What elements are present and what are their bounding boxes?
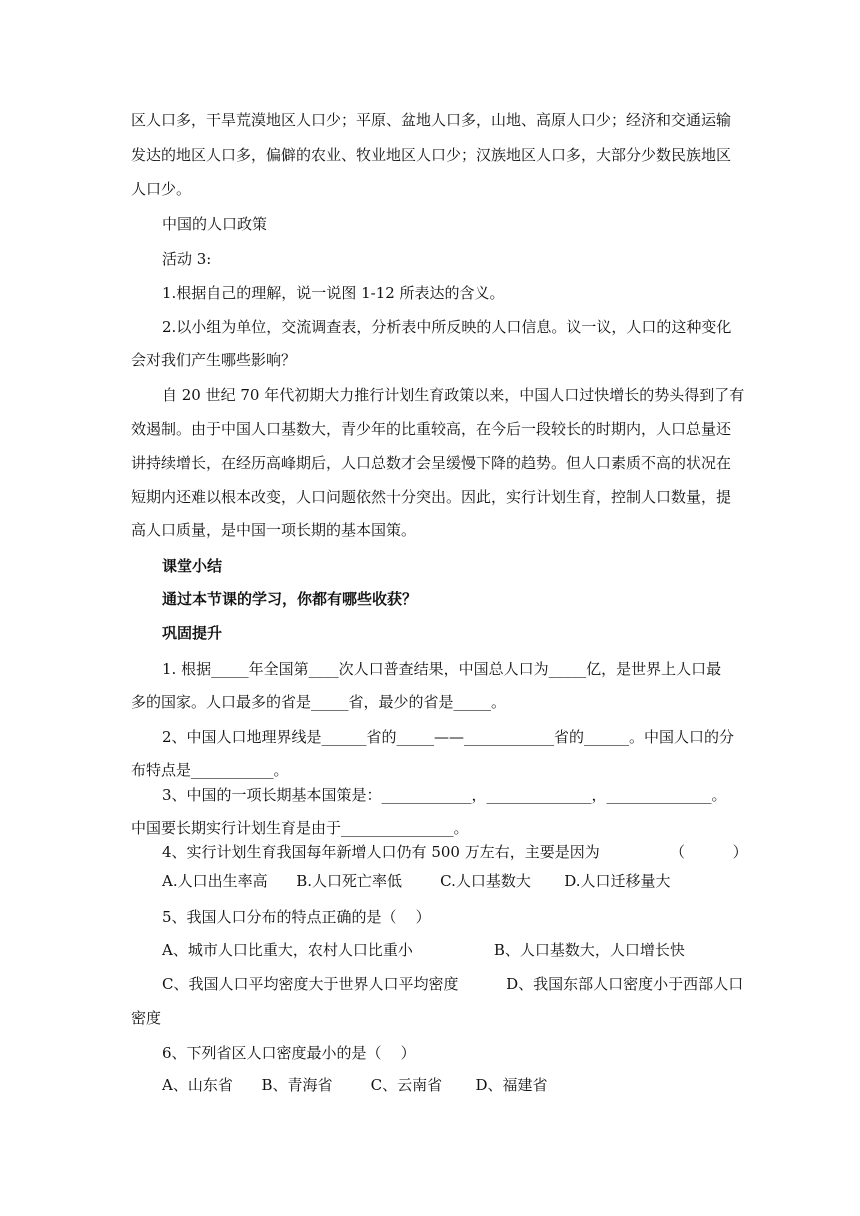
paragraph-line: 人口少。 xyxy=(131,180,192,198)
question-4: 4、实行计划生育我国每年新增人口仍有 500 万左右，主要是因为 xyxy=(162,843,600,861)
question-5-options-ab: A、城市人口比重大，农村人口比重小 B、人口基数大，人口增长快 xyxy=(162,941,685,959)
question-4-options: A.人口出生率高 B.人口死亡率低 C.人口基数大 D.人口迁移量大 xyxy=(162,872,671,890)
question-2: 2、中国人口地理界线是______省的_____——____________省的______。中国人口的分 xyxy=(162,728,735,746)
question-3: 3、中国的一项长期基本国策是：____________，______________，______________。 xyxy=(162,786,727,804)
section-heading-summary: 课堂小结 xyxy=(162,557,223,575)
policy-paragraph-line: 效遏制。由于中国人口基数大，青少年的比重较高，在今后一段较长的时期内，人口总量还 xyxy=(131,420,732,438)
policy-paragraph-line: 讲持续增长，在经历高峰期后，人口总数才会呈缓慢下降的趋势。但人口素质不高的状况在 xyxy=(131,454,732,472)
policy-paragraph-line: 自 20 世纪 70 年代初期大力推行计划生育政策以来，中国人口过快增长的势头得到了有 xyxy=(162,386,745,404)
activity-question-2: 2.以小组为单位，交流调查表，分析表中所反映的人口信息。议一议，人口的这种变化 xyxy=(162,318,732,336)
section-heading-consolidate: 巩固提升 xyxy=(162,624,223,642)
activity-question-1: 1.根据自己的理解，说一说图 1-12 所表达的含义。 xyxy=(162,284,505,302)
summary-question: 通过本节课的学习，你都有哪些收获？ xyxy=(162,590,418,608)
question-3-cont: 中国要长期实行计划生育是由于_______________。 xyxy=(131,819,469,837)
policy-paragraph-line: 短期内还难以根本改变，人口问题依然十分突出。因此，实行计划生育，控制人口数量，提 xyxy=(131,488,732,506)
question-5-options-cd-tail: 密度 xyxy=(131,1009,162,1027)
question-5: 5、我国人口分布的特点正确的是（ ） xyxy=(162,908,431,926)
question-6: 6、下列省区人口密度最小的是（ ） xyxy=(162,1044,416,1062)
answer-parenthesis: （ ） xyxy=(670,843,748,861)
paragraph-line: 发达的地区人口多，偏僻的农业、牧业地区人口少；汉族地区人口多，大部分少数民族地区 xyxy=(131,146,732,164)
question-2-cont: 布特点是___________。 xyxy=(131,761,289,779)
activity-label: 活动 3: xyxy=(162,250,212,268)
question-6-options: A、山东省 B、青海省 C、云南省 D、福建省 xyxy=(162,1076,548,1094)
question-1: 1. 根据_____年全国第____次人口普查结果，中国总人口为_____亿，是世界上人口最 xyxy=(162,660,722,678)
paragraph-line: 区人口多，干旱荒漠地区人口少；平原、盆地人口多，山地、高原人口少；经济和交通运输 xyxy=(131,111,732,129)
section-heading-policy: 中国的人口政策 xyxy=(162,215,268,233)
question-1-cont: 多的国家。人口最多的省是_____省，最少的省是_____。 xyxy=(131,693,507,711)
policy-paragraph-line: 高人口质量，是中国一项长期的基本国策。 xyxy=(131,521,417,539)
activity-question-2-cont: 会对我们产生哪些影响？ xyxy=(131,351,297,369)
question-5-options-cd: C、我国人口平均密度大于世界人口平均密度 D、我国东部人口密度小于西部人口 xyxy=(162,975,744,993)
